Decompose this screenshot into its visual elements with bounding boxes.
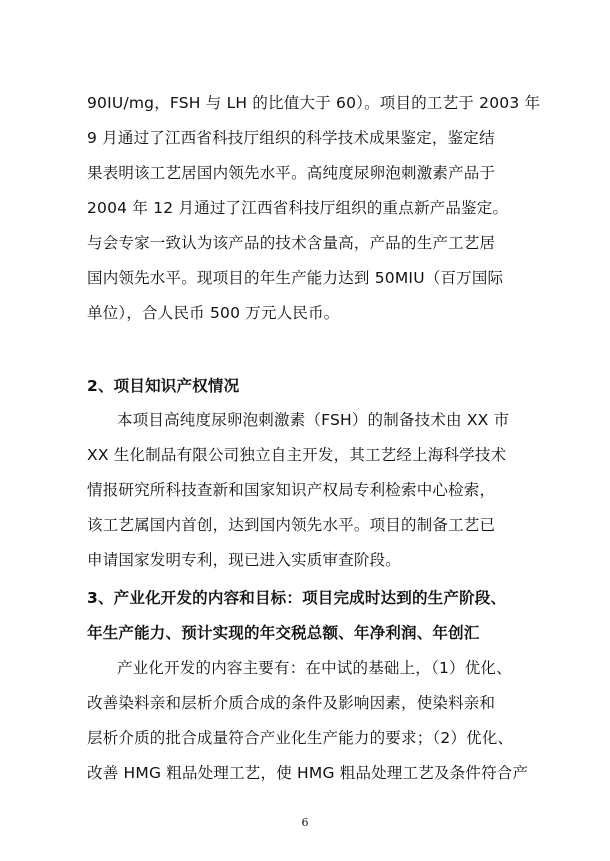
paragraph-line: 产业化开发的内容主要有：在中试的基础上，（1）优化、 bbox=[117, 659, 512, 677]
paragraph-line: 单位），合人民币 500 万元人民币。 bbox=[87, 304, 340, 322]
paragraph-line: 层析介质的批合成量符合产业化生产能力的要求；（2）优化、 bbox=[87, 729, 514, 747]
paragraph-line: 情报研究所科技查新和国家知识产权局专利检索中心检索， bbox=[87, 481, 496, 499]
paragraph-line: 本项目高纯度尿卵泡刺激素（FSH）的制备技术由 XX 市 bbox=[117, 411, 510, 429]
paragraph-line: 与会专家一致认为该产品的技术含量高，产品的生产工艺居 bbox=[87, 234, 496, 252]
page-number: 6 bbox=[301, 816, 309, 829]
paragraph-line: XX 生化制品有限公司独立自主开发，其工艺经上海科学技术 bbox=[87, 446, 507, 464]
section-heading: 2、项目知识产权情况 bbox=[87, 377, 240, 395]
paragraph-line: 申请国家发明专利，现已进入实质审查阶段。 bbox=[87, 551, 402, 569]
paragraph-line: 改善染料亲和层析介质合成的条件及影响因素，使染料亲和 bbox=[87, 694, 496, 712]
paragraph-line: 改善 HMG 粗品处理工艺，使 HMG 粗品处理工艺及条件符合产 bbox=[87, 764, 529, 782]
paragraph-line: 该工艺属国内首创，达到国内领先水平。项目的制备工艺已 bbox=[87, 516, 496, 534]
paragraph-line: 90IU/mg，FSH 与 LH 的比值大于 60）。项目的工艺于 2003 年 bbox=[87, 94, 541, 112]
section-heading: 3、产业化开发的内容和目标：项目完成时达到的生产阶段、 bbox=[87, 589, 507, 607]
paragraph-line: 国内领先水平。现项目的年生产能力达到 50MIU（百万国际 bbox=[87, 269, 504, 287]
paragraph-line: 果表明该工艺居国内领先水平。高纯度尿卵泡刺激素产品于 bbox=[87, 164, 496, 182]
paragraph-line: 2004 年 12 月通过了江西省科技厅组织的重点新产品鉴定。 bbox=[87, 199, 509, 217]
section-heading: 年生产能力、预计实现的年交税总额、年净利润、年创汇 bbox=[87, 624, 480, 642]
paragraph-line: 9 月通过了江西省科技厅组织的科学技术成果鉴定，鉴定结 bbox=[87, 129, 495, 147]
